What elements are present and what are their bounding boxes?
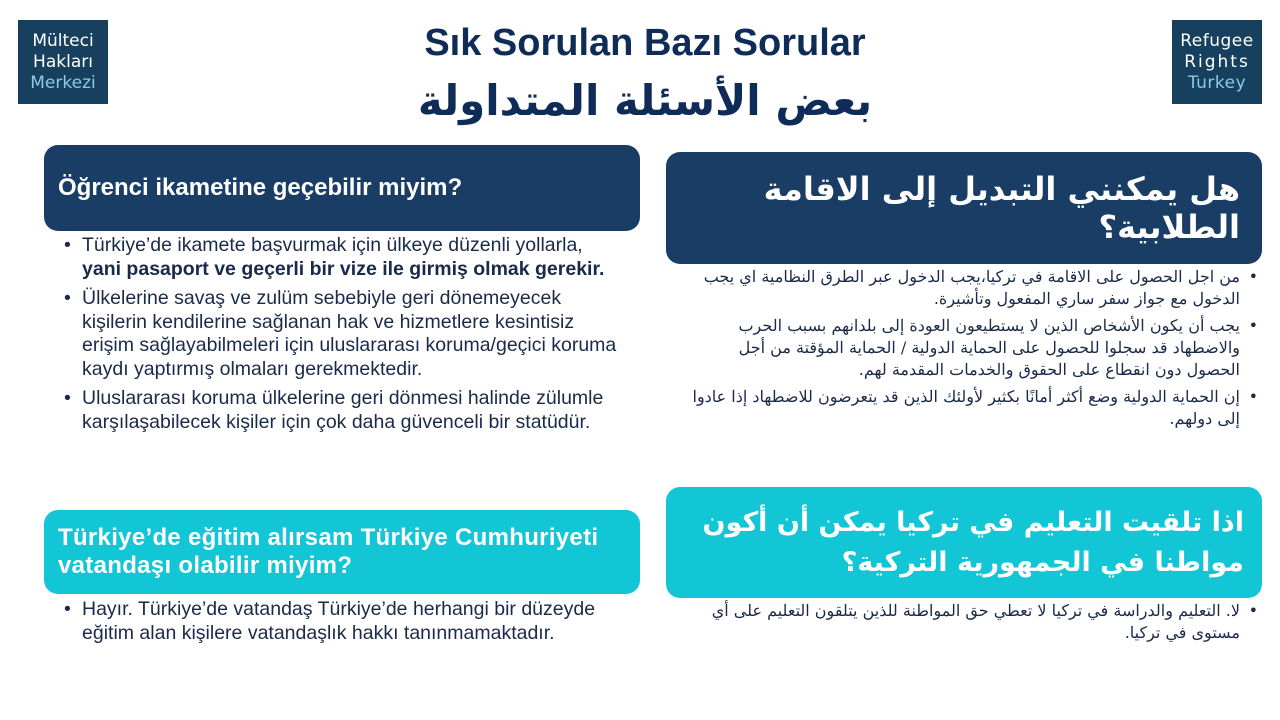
logo-right-line1: Refugee	[1180, 30, 1254, 51]
list-item: • لا. التعليم والدراسة في تركيا لا تعطي حق المواطنة للذين يتلقون التعليم على أي مستوى في تركيا.	[686, 600, 1258, 644]
list-item-bold-text: yani pasaport ve geçerli bir vize ile girmiş olmak gerekir.	[82, 257, 605, 280]
logo-right-line2: Rights	[1184, 51, 1250, 72]
question-box-citizenship-ar	[666, 487, 1262, 598]
question-text: اذا تلقيت التعليم في تركيا يمكن أن أكون مواطنا في الجمهورية التركية؟	[702, 506, 1244, 578]
page-title-arabic: بعض الأسئلة المتداولة	[417, 76, 873, 125]
answer-list-citizenship-tr	[62, 598, 622, 651]
logo-left-line1: Mülteci	[32, 30, 94, 51]
logo-left-line2: Hakları	[33, 51, 93, 72]
logo-refugee-rights-turkey	[1172, 20, 1262, 104]
answer-list-student-residence-tr	[62, 234, 622, 440]
question-box-student-residence-ar	[666, 152, 1262, 264]
logo-right-line3: Turkey	[1187, 72, 1247, 93]
list-item	[62, 234, 622, 281]
list-item: • من اجل الحصول على الاقامة في تركيا،يجب الدخول عبر الطرق النظامية اي يجب الدخول مع جواز سفر ساري المفعول وتأشيرة.	[686, 266, 1258, 310]
question-box-student-residence-tr	[44, 145, 640, 231]
list-item: • Hayır. Türkiye’de vatandaş Türkiye’de herhangi bir düzeyde eğitim alan kişilere vatandaşlık hakkı tanınmamaktadır.	[62, 598, 622, 645]
question-text: Türkiye’de eğitim alırsam Türkiye Cumhuriyeti vatandaşı olabilir miyim?	[58, 524, 599, 579]
question-text: Öğrenci ikametine geçebilir miyim?	[58, 174, 463, 201]
page-title-turkish: Sık Sorulan Bazı Sorular	[424, 22, 866, 64]
list-item-text: Türkiye’de ikamete başvurmak için ülkeye düzenli yollarla,	[82, 234, 583, 256]
answer-list-citizenship-ar	[686, 600, 1258, 649]
list-item: • Ülkelerine savaş ve zulüm sebebiyle geri dönemeyecek kişilerin kendilerine sağlanan hak ve hizmetlere kesintisiz erişim sağlayabilmeleri için uluslararası koruma/geçici koruma kaydı yaptırmış olmaları gerekmektedir.	[62, 287, 622, 381]
question-box-citizenship-tr	[44, 510, 640, 594]
logo-left-line3: Merkezi	[30, 72, 96, 93]
answer-list-student-residence-ar	[686, 266, 1258, 435]
list-item: • إن الحماية الدولية وضع أكثر أمانًا بكثير لأولئك الذين قد يتعرضون للاضطهاد إذا عادوا إلى دولهم.	[686, 386, 1258, 430]
logo-multeci-haklari-merkezi	[18, 20, 108, 104]
list-item: • يجب أن يكون الأشخاص الذين لا يستطيعون العودة إلى بلدانهم بسبب الحرب والاضطهاد قد سجلوا للحصول على الحماية الدولية / الحماية المؤقتة من أجل الحصول دون انقطاع على الحقوق والخدمات المقدمة لهم.	[686, 315, 1258, 381]
question-text: هل يمكنني التبديل إلى الاقامة الطلابية؟	[763, 170, 1240, 246]
list-item: • Uluslararası koruma ülkelerine geri dönmesi halinde zülumle karşılaşabilecek kişiler için çok daha güvenceli bir statüdür.	[62, 387, 622, 434]
